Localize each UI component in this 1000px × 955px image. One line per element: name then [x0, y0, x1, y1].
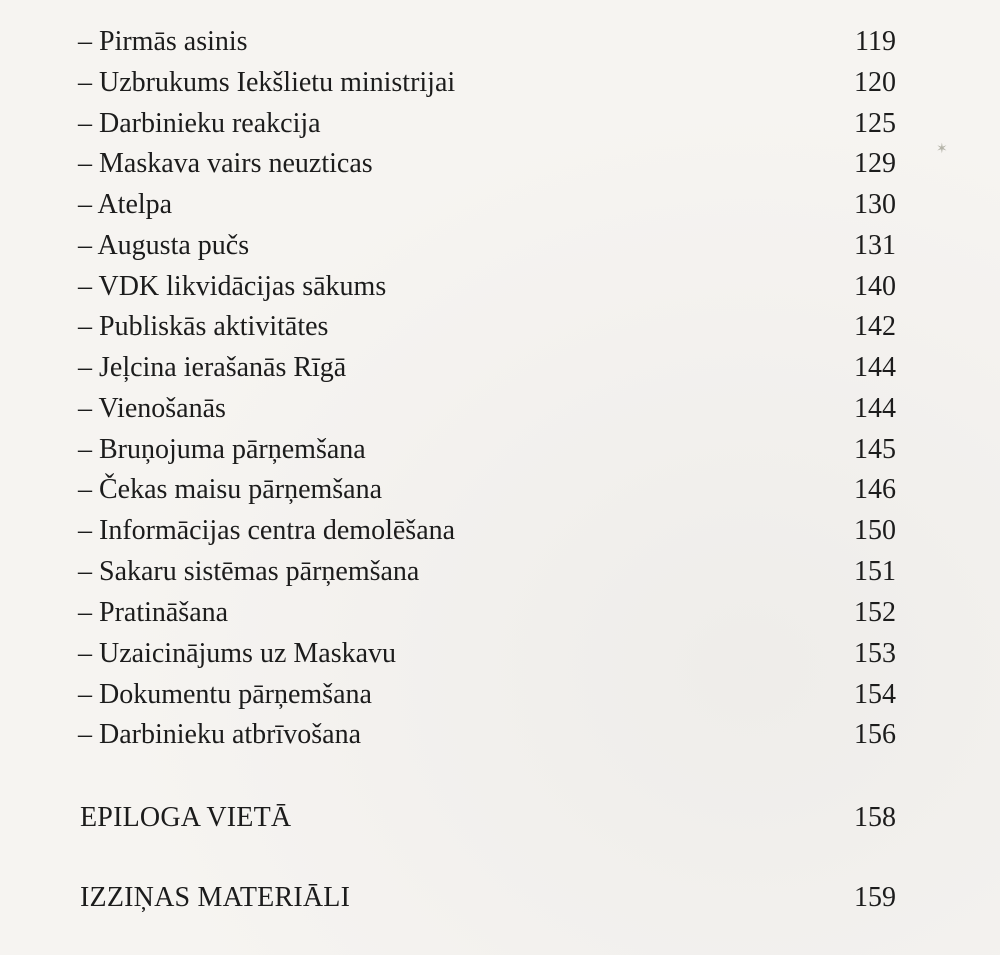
toc-entry	[0, 226, 1000, 266]
toc-entry	[0, 185, 1000, 225]
toc-entry-title: – VDK likvidācijas sākums	[78, 271, 387, 302]
toc-entry-title: – Maskava vairs neuzticas	[78, 148, 373, 179]
toc-section-title: IZZIŅAS MATERIĀLI	[80, 882, 351, 913]
toc-entry	[0, 63, 1000, 103]
toc-entry-title: – Atelpa	[78, 189, 173, 220]
toc-entry-title: – Uzbrukums Iekšlietu ministrijai	[78, 67, 456, 98]
toc-entry-title: – Pirmās asinis	[78, 26, 248, 57]
toc-entry	[0, 675, 1000, 715]
toc-entry	[0, 144, 1000, 184]
toc-entry	[0, 430, 1000, 470]
toc-entry-title: – Čekas maisu pārņemšana	[78, 474, 383, 505]
toc-entry-title: – Darbinieku atbrīvošana	[78, 719, 362, 750]
toc-entry-page: 150	[854, 515, 896, 546]
toc-section-title: EPILOGA VIETĀ	[80, 802, 292, 833]
toc-entry-title: – Bruņojuma pārņemšana	[78, 434, 366, 465]
toc-entry	[0, 389, 1000, 429]
toc-entry-page: 156	[854, 719, 896, 750]
toc-entry-page: 131	[854, 230, 896, 261]
toc-entry-page: 119	[855, 26, 896, 57]
toc-entry	[0, 552, 1000, 592]
toc-entry	[0, 470, 1000, 510]
toc-entry	[0, 348, 1000, 388]
toc-entry-page: 140	[854, 271, 896, 302]
toc-entry	[0, 715, 1000, 755]
toc-entry	[0, 634, 1000, 674]
toc-entry-page: 120	[854, 67, 896, 98]
toc-entry	[0, 104, 1000, 144]
toc-entry-title: – Jeļcina ierašanās Rīgā	[78, 352, 347, 383]
toc-entry-page: 130	[854, 189, 896, 220]
toc-section-page: 159	[854, 882, 896, 913]
toc-entry-title: – Vienošanās	[78, 393, 226, 424]
toc-entry-page: 129	[854, 148, 896, 179]
toc-entry-title: – Sakaru sistēmas pārņemšana	[78, 556, 420, 587]
toc-entry-title: – Informācijas centra demolēšana	[78, 515, 456, 546]
toc-entry-title: – Dokumentu pārņemšana	[78, 679, 372, 710]
toc-entry	[0, 307, 1000, 347]
toc-entry-title: – Publiskās aktivitātes	[78, 311, 329, 342]
toc-entry	[0, 511, 1000, 551]
toc-entry	[0, 22, 1000, 62]
toc-section	[0, 798, 1000, 838]
toc-entry-title: – Darbinieku reakcija	[78, 108, 321, 139]
toc-entry-page: 152	[854, 597, 896, 628]
toc-section-page: 158	[854, 802, 896, 833]
toc-entry-page: 142	[854, 311, 896, 342]
toc-entry	[0, 593, 1000, 633]
toc-entry-page: 144	[854, 393, 896, 424]
toc-entry-page: 125	[854, 108, 896, 139]
paper-speck-icon: ✶	[936, 142, 948, 157]
toc-entry	[0, 267, 1000, 307]
toc-entry-page: 145	[854, 434, 896, 465]
toc-entry-page: 154	[854, 679, 896, 710]
toc-entry-title: – Uzaicinājums uz Maskavu	[78, 638, 397, 669]
toc-entry-page: 153	[854, 638, 896, 669]
toc-section	[0, 878, 1000, 918]
toc-entry-page: 151	[854, 556, 896, 587]
toc-entry-title: – Pratināšana	[78, 597, 229, 628]
toc-entry-title: – Augusta pučs	[78, 230, 250, 261]
toc-entry-page: 146	[854, 474, 896, 505]
toc-entry-page: 144	[854, 352, 896, 383]
